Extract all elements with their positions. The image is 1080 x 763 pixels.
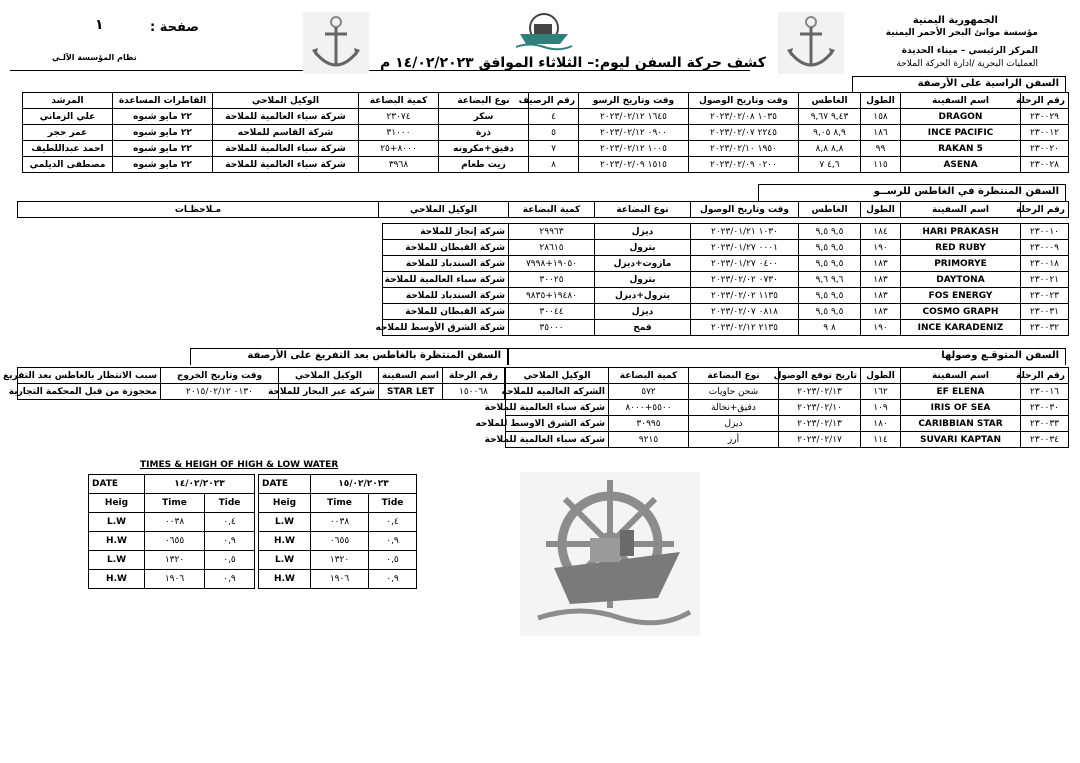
cell: ٢٣٠٠١٢ bbox=[1021, 125, 1069, 141]
column-header: Time bbox=[145, 494, 205, 513]
cell: دقيق+نخالة bbox=[689, 400, 779, 416]
cell: ٩,٦ ٩,٦ bbox=[799, 272, 861, 288]
column-header: وقت وتاريخ الرسو bbox=[579, 93, 689, 109]
cell: ٢٢ مايو شبوه bbox=[113, 125, 213, 141]
cell: ٢٢ مايو شبوه bbox=[113, 141, 213, 157]
cell: ٨,٨ ٨,٨ bbox=[799, 141, 861, 157]
cell: ٣٠٩٩٥ bbox=[609, 416, 689, 432]
cell: بترول+ديزل bbox=[595, 288, 691, 304]
cell: ٧ bbox=[529, 141, 579, 157]
cell: شركة القاسم للملاحه bbox=[213, 125, 359, 141]
tides-title: TIMES & HEIGH OF HIGH & LOW WATER bbox=[140, 460, 339, 470]
column-header: الوكيل الملاحي bbox=[279, 368, 379, 384]
cell: بترول bbox=[595, 240, 691, 256]
cell: شركة سباء العالمية للملاحة bbox=[213, 141, 359, 157]
cell: ٢٠٢٣/٠٢/١٠ bbox=[779, 400, 861, 416]
cell: ١٥٨ bbox=[861, 109, 901, 125]
column-header: الوكيل الملاحي bbox=[506, 368, 609, 384]
cell: ٢٢٤٥ ٢٠٢٣/٠٢/٠٧ bbox=[689, 125, 799, 141]
cell: ٢٠٢٣/٠٢/١٣ bbox=[779, 384, 861, 400]
column-header: مـلاحظـات bbox=[18, 202, 379, 218]
cell: قمح bbox=[595, 320, 691, 336]
cell: شركة سباء العالمية للملاحة bbox=[506, 432, 609, 448]
column-header: تاريخ توقع الوصول bbox=[779, 368, 861, 384]
cell: ٠١٣٠ ٢٠١٥/٠٢/١٢ bbox=[161, 384, 279, 400]
cell: ٢٣٠٠١٠ bbox=[1021, 224, 1069, 240]
table-row bbox=[23, 125, 1069, 141]
cell: الشركه العالميه للملاحه bbox=[506, 384, 609, 400]
column-header: نوع البضاعة bbox=[439, 93, 529, 109]
cell: L.W bbox=[89, 551, 145, 570]
column-header: رقم الرحلة bbox=[443, 368, 505, 384]
ship-name: PRIMORYE bbox=[901, 256, 1021, 272]
cell: ٣٥٠٠٠ bbox=[509, 320, 595, 336]
system-label: نظام المؤسسة الآلـي bbox=[52, 53, 137, 62]
column-header: كمية البضاعة bbox=[609, 368, 689, 384]
cell: ٥٥٠٠+٨٠٠٠ bbox=[609, 400, 689, 416]
tide-date-label: DATE bbox=[89, 475, 145, 494]
page-number: ١ bbox=[95, 17, 104, 33]
cell: ٩,٥ ٩,٥ bbox=[799, 288, 861, 304]
cell: ٨ bbox=[529, 157, 579, 173]
table-header-row bbox=[18, 368, 505, 384]
cell: ٢٣٠٠٢٠ bbox=[1021, 141, 1069, 157]
cell: ٢٨٦١٥ bbox=[509, 240, 595, 256]
column-header: رقم الرحلة bbox=[1021, 202, 1069, 218]
cell: ١٩٠٦ bbox=[311, 570, 369, 589]
cell: ١٦٤٥ ٢٠٢٣/٠٢/١٢ bbox=[579, 109, 689, 125]
ship-name: INCE KARADENIZ bbox=[901, 320, 1021, 336]
cell: ٠٩٠٠ ٢٠٢٣/٠٢/١٢ bbox=[579, 125, 689, 141]
cell: ١٨٦ bbox=[861, 125, 901, 141]
table-row bbox=[23, 157, 1069, 173]
org-line: مؤسسة موانئ البحر الأحمر اليمنية bbox=[885, 28, 1038, 38]
cell: ٣١٠٠٠ bbox=[359, 125, 439, 141]
cell: H.W bbox=[259, 532, 311, 551]
cell: ديزل bbox=[689, 416, 779, 432]
table-header-row bbox=[18, 202, 1069, 218]
cell: محجوزة من قبل المحكمة التجارية bbox=[18, 384, 161, 400]
cell: L.W bbox=[259, 513, 311, 532]
ship-name: INCE PACIFIC bbox=[901, 125, 1021, 141]
column-header: Time bbox=[311, 494, 369, 513]
cell: شركة سباء العالمية للملاحة bbox=[213, 157, 359, 173]
cell: ٠,٩ bbox=[205, 532, 255, 551]
cell: ١٨٣ bbox=[861, 256, 901, 272]
cell: ٢٣٠٠٣٠ bbox=[1021, 400, 1069, 416]
cell: ١٨٣ bbox=[861, 288, 901, 304]
column-header: وقت وتاريخ الوصول bbox=[689, 93, 799, 109]
ship-name: FOS ENERGY bbox=[901, 288, 1021, 304]
cell: ١٨٤ bbox=[861, 224, 901, 240]
cell: ٢٣٠٠١٨ bbox=[1021, 256, 1069, 272]
column-header: اسم السفينة bbox=[901, 368, 1021, 384]
cell: ١٨٠ bbox=[861, 416, 901, 432]
cell: أرز bbox=[689, 432, 779, 448]
waiting-section-title: السفن المنتظرة بالغاطس بعد التفريغ على الأرصفة bbox=[190, 348, 508, 365]
cell: ٠٦٥٥ bbox=[311, 532, 369, 551]
cell: شركة السندباد للملاحة bbox=[383, 288, 509, 304]
column-header: كمية البضاعة bbox=[509, 202, 595, 218]
column-header: Heig bbox=[89, 494, 145, 513]
cell: شحن حاويات bbox=[689, 384, 779, 400]
cell: ٠٦٥٥ bbox=[145, 532, 205, 551]
cell: ٠,٩ bbox=[369, 532, 417, 551]
expected-table bbox=[475, 367, 1069, 448]
cell: ١٠٩ bbox=[861, 400, 901, 416]
table-row bbox=[23, 141, 1069, 157]
cell: عمر حجر bbox=[23, 125, 113, 141]
cell: ١٩٠ bbox=[861, 320, 901, 336]
table-row bbox=[18, 384, 505, 400]
column-header: سبب الانتظار بالغاطس بعد التفريغ bbox=[18, 368, 161, 384]
ship-name: RAKAN 5 bbox=[901, 141, 1021, 157]
table-row bbox=[383, 288, 1069, 304]
cell: ٢٣٠٠٣٤ bbox=[1021, 432, 1069, 448]
cell: H.W bbox=[89, 532, 145, 551]
table-row bbox=[23, 109, 1069, 125]
cell: احمد عبداللطيف bbox=[23, 141, 113, 157]
table-row bbox=[383, 272, 1069, 288]
column-header: اسم السفينة bbox=[901, 93, 1021, 109]
cell: ١١٥ bbox=[861, 157, 901, 173]
ship-name: HARI PRAKASH bbox=[901, 224, 1021, 240]
table-row bbox=[259, 513, 417, 532]
tide-table-2 bbox=[258, 474, 417, 589]
cell: ذرة bbox=[439, 125, 529, 141]
cell: ٩٩ bbox=[861, 141, 901, 157]
cell: ١٩٠٥٠+٧٩٩٨ bbox=[509, 256, 595, 272]
cell: ١٥٠٠٦٨ bbox=[443, 384, 505, 400]
cell: ١٨٣ bbox=[861, 304, 901, 320]
cell: ٠,٥ bbox=[369, 551, 417, 570]
cell: ٩,٥ ٩,٥ bbox=[799, 240, 861, 256]
cell: سكر bbox=[439, 109, 529, 125]
table-row bbox=[383, 304, 1069, 320]
anchor-logo bbox=[778, 12, 844, 74]
cell: ٢٣٠٠٢١ bbox=[1021, 272, 1069, 288]
tide-table-1 bbox=[88, 474, 255, 589]
cell: مصطفى الديلمي bbox=[23, 157, 113, 173]
page-title: كشف حركة السفن ليوم:– الثلاثاء الموافق ١٤/٠٢/٢٠٢٣ م bbox=[380, 55, 766, 71]
column-header: الغاطس bbox=[799, 202, 861, 218]
cell: ٠٤٠٠ ٢٠٢٣/٠١/٢٧ bbox=[691, 256, 799, 272]
ship-name: DAYTONA bbox=[901, 272, 1021, 288]
column-header: Heig bbox=[259, 494, 311, 513]
column-header: الوكيل الملاحي bbox=[379, 202, 509, 218]
cell: ٢٣٠٠١٦ bbox=[1021, 384, 1069, 400]
cell: ١٩٠٦ bbox=[145, 570, 205, 589]
cell: ١٠٣٥ ٢٠٢٣/٠٢/٠٨ bbox=[689, 109, 799, 125]
column-header: نوع البضاعة bbox=[689, 368, 779, 384]
cell: ١١٤ bbox=[861, 432, 901, 448]
ship-name: SUVARI KAPTAN bbox=[901, 432, 1021, 448]
anchor-logo bbox=[303, 12, 369, 74]
waiting-table bbox=[3, 367, 505, 400]
cell: ٠,٤ bbox=[369, 513, 417, 532]
table-header-row bbox=[259, 494, 417, 513]
cell: ٢٣٠٠٢٨ bbox=[1021, 157, 1069, 173]
cell: ١٩٥٠ ٢٠٢٣/٠٢/١٠ bbox=[689, 141, 799, 157]
ship-name: ASENA bbox=[901, 157, 1021, 173]
table-row bbox=[259, 551, 417, 570]
cell: ١٩٤٨٠+٩٨٣٥ bbox=[509, 288, 595, 304]
ship-name: CARIBBIAN STAR bbox=[901, 416, 1021, 432]
column-header: رقم الرصيف bbox=[529, 93, 579, 109]
cell: ٩٢١٥ bbox=[609, 432, 689, 448]
cell: ٠٠٣٨ bbox=[145, 513, 205, 532]
cell: ديزل bbox=[595, 304, 691, 320]
cell: ٢٠٢٣/٠٢/١٣ bbox=[779, 416, 861, 432]
cell: شركة الشرق الأوسط للملاحه bbox=[383, 320, 509, 336]
cell: ١٣٢٠ bbox=[145, 551, 205, 570]
ship-name: COSMO GRAPH bbox=[901, 304, 1021, 320]
cell: دقيق+مكرونه bbox=[439, 141, 529, 157]
column-header: نوع البضاعة bbox=[595, 202, 691, 218]
cell: ٠,٤ bbox=[205, 513, 255, 532]
cell: ديزل bbox=[595, 224, 691, 240]
cell: ١٥١٥ ٢٠٢٣/٠٢/٠٩ bbox=[579, 157, 689, 173]
cell: ٤,٦ ٧ bbox=[799, 157, 861, 173]
cell: علي الزماني bbox=[23, 109, 113, 125]
column-header: وقت وتاريخ الخروج bbox=[161, 368, 279, 384]
column-header: كمية البضاعة bbox=[359, 93, 439, 109]
cell: ٢٣٠٠٢٣ bbox=[1021, 288, 1069, 304]
ship-name: RED RUBY bbox=[901, 240, 1021, 256]
cell: ٩,٥ ٩,٥ bbox=[799, 256, 861, 272]
cell: شركة القبطان للملاحة bbox=[383, 240, 509, 256]
table-row bbox=[89, 570, 255, 589]
cell: ٥ bbox=[529, 125, 579, 141]
cell: ٨ ٩ bbox=[799, 320, 861, 336]
cell: ٣٩٦٨ bbox=[359, 157, 439, 173]
cell: ١٦٢ bbox=[861, 384, 901, 400]
table-header-row bbox=[89, 494, 255, 513]
cell: ٩,٤٣ ٩,٦٧ bbox=[799, 109, 861, 125]
table-row bbox=[506, 432, 1069, 448]
column-header: الطول bbox=[861, 93, 901, 109]
cell: ٠,٩ bbox=[205, 570, 255, 589]
table-row bbox=[383, 320, 1069, 336]
column-header: وقت وتاريخ الوصول bbox=[691, 202, 799, 218]
column-header: اسم السفينة bbox=[901, 202, 1021, 218]
cell: ٣٠٠٤٤ bbox=[509, 304, 595, 320]
cell: ٣٠٠٢٥ bbox=[509, 272, 595, 288]
cell: H.W bbox=[259, 570, 311, 589]
berthed-section-title: السفن الراسية على الأرصفة bbox=[852, 76, 1066, 93]
cell: ٢٠٢٣/٠٢/١٧ bbox=[779, 432, 861, 448]
table-row bbox=[383, 240, 1069, 256]
cell: ١٨٣ bbox=[861, 272, 901, 288]
ship-logo bbox=[514, 10, 574, 50]
cell: ٠,٥ bbox=[205, 551, 255, 570]
table-row bbox=[89, 551, 255, 570]
org-line: الجمهورية اليمنية bbox=[912, 15, 998, 26]
table-header-row bbox=[23, 93, 1069, 109]
cell: ٠٠٠١ ٢٠٢٣/٠١/٢٧ bbox=[691, 240, 799, 256]
cell: ٢٩٩٦٣ bbox=[509, 224, 595, 240]
cell: ٢٣٠٠٠٩ bbox=[1021, 240, 1069, 256]
ship-name: STAR LET bbox=[379, 384, 443, 400]
cell: ٢١٣٥ ٢٠٢٣/٠٢/١٢ bbox=[691, 320, 799, 336]
table-row bbox=[506, 384, 1069, 400]
cell: شركة عبر البحار للملاحة bbox=[279, 384, 379, 400]
column-header: رقم الرحلة bbox=[1021, 93, 1069, 109]
tide-date-label: DATE bbox=[259, 475, 311, 494]
cell: L.W bbox=[259, 551, 311, 570]
column-header: الطول bbox=[861, 368, 901, 384]
column-header: القاطرات المساعدة bbox=[113, 93, 213, 109]
table-row bbox=[89, 532, 255, 551]
column-header: Tide bbox=[369, 494, 417, 513]
org-header bbox=[860, 14, 1038, 71]
anchored-rows bbox=[375, 223, 1069, 336]
cell: ٠٠٣٨ bbox=[311, 513, 369, 532]
cell: ٥٧٢ bbox=[609, 384, 689, 400]
cell: ٢٢ مايو شبوه bbox=[113, 109, 213, 125]
column-header: الطول bbox=[861, 202, 901, 218]
cell: شركة إنجاز للملاحة bbox=[383, 224, 509, 240]
cell: ١٩٠ bbox=[861, 240, 901, 256]
column-header: اسم السفينة bbox=[379, 368, 443, 384]
table-row bbox=[506, 400, 1069, 416]
cell: ٢٣٠٧٤ bbox=[359, 109, 439, 125]
berthed-table bbox=[22, 92, 1069, 173]
cell: ٢٣٠٠٣٢ bbox=[1021, 320, 1069, 336]
cell: ٢٢ مايو شبوه bbox=[113, 157, 213, 173]
cell: ٠٧٣٠ ٢٠٢٣/٠٢/٠٢ bbox=[691, 272, 799, 288]
table-header-row bbox=[506, 368, 1069, 384]
cell: ٠,٩ bbox=[369, 570, 417, 589]
ship-name: DRAGON bbox=[901, 109, 1021, 125]
cell: ١٠٠٥ ٢٠٢٣/٠٢/١٢ bbox=[579, 141, 689, 157]
cell: ٤ bbox=[529, 109, 579, 125]
column-header: الغاطس bbox=[799, 93, 861, 109]
column-header: المرشد bbox=[23, 93, 113, 109]
tide-date: ١٥/٠٢/٢٠٢٣ bbox=[311, 475, 417, 494]
table-row bbox=[259, 532, 417, 551]
cell: شركة القبطان للملاحة bbox=[383, 304, 509, 320]
cell: ٠٢٠٠ ٢٠٢٣/٠٢/٠٩ bbox=[689, 157, 799, 173]
table-row bbox=[259, 570, 417, 589]
cell: ١٠٣٠ ٢٠٢٣/٠١/٢١ bbox=[691, 224, 799, 240]
cell: ٢٣٠٠٢٩ bbox=[1021, 109, 1069, 125]
org-line: العمليات البحرية /ادارة الحركة الملاحة bbox=[896, 59, 1038, 69]
cell: شركة السندباد للملاحة bbox=[383, 256, 509, 272]
table-row bbox=[506, 416, 1069, 432]
cell: ١٣٢٠ bbox=[311, 551, 369, 570]
ship-name: EF ELENA bbox=[901, 384, 1021, 400]
cell: بترول bbox=[595, 272, 691, 288]
cell: ٨,٩ ٩,٠٥ bbox=[799, 125, 861, 141]
cell: شركة الشرق الاوسط للملاحه bbox=[506, 416, 609, 432]
table-row bbox=[383, 224, 1069, 240]
table-row bbox=[383, 256, 1069, 272]
cell: ٢٣٠٠٣١ bbox=[1021, 304, 1069, 320]
cell: مازوت+ديزل bbox=[595, 256, 691, 272]
cell: ٩,٥ ٩,٥ bbox=[799, 224, 861, 240]
cell: ٢٣٠٠٣٣ bbox=[1021, 416, 1069, 432]
cell: ٨٠٠٠+٢٥ bbox=[359, 141, 439, 157]
cell: L.W bbox=[89, 513, 145, 532]
cell: شركة سباء العالمية للملاحة bbox=[506, 400, 609, 416]
page-label: صفحة : bbox=[150, 20, 199, 35]
column-header: الوكيل الملاحي bbox=[213, 93, 359, 109]
cell: ٩,٥ ٩,٥ bbox=[799, 304, 861, 320]
column-header: رقم الرحلة bbox=[1021, 368, 1069, 384]
org-line: المركز الرئيسي – ميناء الحديدة bbox=[901, 46, 1038, 56]
cell: شركة سباء العالمية للملاحة bbox=[383, 272, 509, 288]
ship-wheel-watermark bbox=[520, 472, 700, 636]
cell: زيت طعام bbox=[439, 157, 529, 173]
ship-name: IRIS OF SEA bbox=[901, 400, 1021, 416]
column-header: Tide bbox=[205, 494, 255, 513]
tide-date: ١٤/٠٢/٢٠٢٣ bbox=[145, 475, 255, 494]
cell: H.W bbox=[89, 570, 145, 589]
cell: شركة سباء العالمية للملاحة bbox=[213, 109, 359, 125]
anchored-section-title: السفن المنتظرة في الغاطس للرســو bbox=[758, 184, 1066, 201]
cell: ١١٣٥ ٢٠٢٣/٠٢/٠٢ bbox=[691, 288, 799, 304]
expected-section-title: السفن المتوقـع وصولها bbox=[508, 348, 1066, 365]
cell: ٠٨١٨ ٢٠٢٣/٠٢/٠٧ bbox=[691, 304, 799, 320]
tide-date-row bbox=[259, 475, 417, 494]
anchored-table bbox=[17, 201, 1069, 218]
tide-date-row bbox=[89, 475, 255, 494]
table-row bbox=[89, 513, 255, 532]
